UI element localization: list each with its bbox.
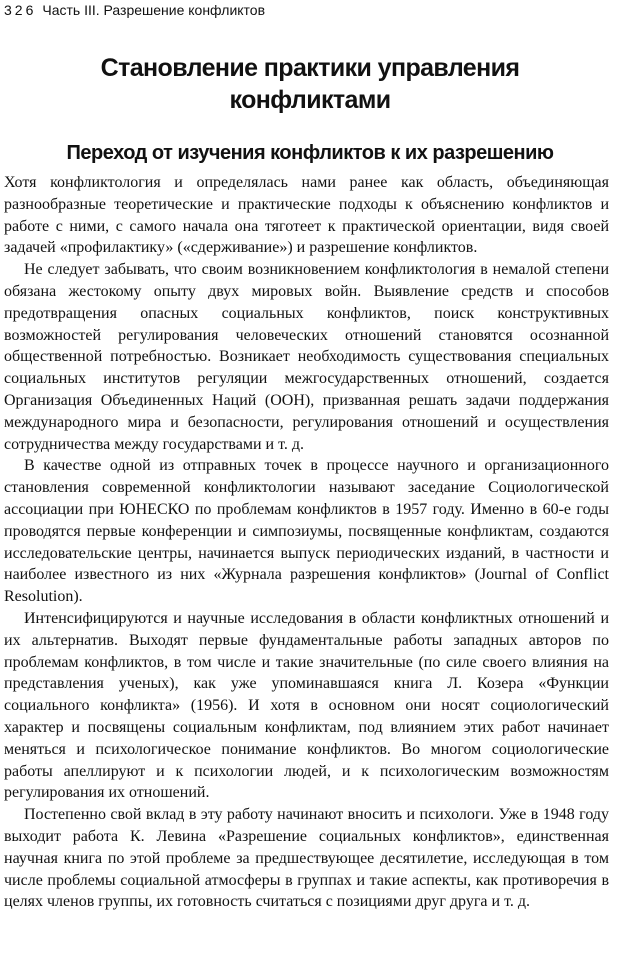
paragraph-1: Хотя конфликтология и определялась нами ранее как область, объединяющая разнообразные теоретические и практические подходы к объяснению конфликтов и работе с ними, с самого начала она тяготеет к практической ориентации, видя своей задачей «профилактику» («сдерживание») и разрешение конфликтов. [4, 174, 609, 257]
chapter-title-text: Становление практики управления конфликтами [100, 54, 520, 114]
section-title: Переход от изучения конфликтов к их разрешению [66, 142, 554, 164]
chapter-title [0, 52, 620, 116]
running-header [4, 0, 265, 22]
paragraph-5: Постепенно свой вклад в эту работу начинают вносить и психологи. Уже в 1948 году выходит работа К. Левина «Разрешение социальных конфликтов», единственная научная книга по этой проблеме за предшествующее десятилетие, исследующая в том числе проблемы социальной атмосферы в группах и такие аспекты, как противоречия в целях членов группы, их готовность считаться с позициями друг друга и т. д. [4, 806, 609, 911]
body-text [4, 172, 609, 913]
paragraph-4: Интенсифицируются и научные исследования в области конфликтных отношений и их альтернатив. Выходят первые фундаментальные работы западных авторов по проблемам конфликтов, в том числе и такие значительные (по силе своего влияния на представления ученых), как уже упоминавшаяся книга Л. Козера «Функции социального конфликта» (1956). И хотя в основном они носят социологический характер и посвящены социальным конфликтам, под влиянием этих работ начинает меняться и психологическое понимание конфликтов. Во многом социологические работы апеллируют и к психологии людей, и к психологическим возможностям регулирования их отношений. [4, 609, 609, 802]
paragraph-2: Не следует забывать, что своим возникновением конфликтология в немалой степени обязана жестокому опыту двух мировых войн. Выявление средств и способов предотвращения опасных социальных конфликтов, поиск конструктивных возможностей регулирования человеческих отношений становятся осознанной общественной потребностью. Возникает необходимость существования специальных социальных институтов регуляции межгосударственных отношений, создается Организация Объединенных Наций (ООН), призванная решать задачи поддержания международного мира и безопасности, регулирования отношений и осуществления сотрудничества между государствами и т. д. [4, 261, 609, 453]
paragraph-3: В качестве одной из отправных точек в процессе научного и организационного становления современной конфликтологии называют заседание Социологической ассоциации при ЮНЕСКО по проблемам конфликтов в 1957 году. Именно в 60-е годы проводятся первые конференции и симпозиумы, посвященные конфликтам, создаются исследовательские центры, начинается выпуск периодических изданий, в частности и наиболее известного из них «Журнала разрешения конфликтов» (Journal of Conflict Resolution). [4, 457, 609, 606]
running-title: Часть III. Разрешение конфликтов [42, 2, 266, 18]
page-number: 326 [4, 2, 37, 18]
